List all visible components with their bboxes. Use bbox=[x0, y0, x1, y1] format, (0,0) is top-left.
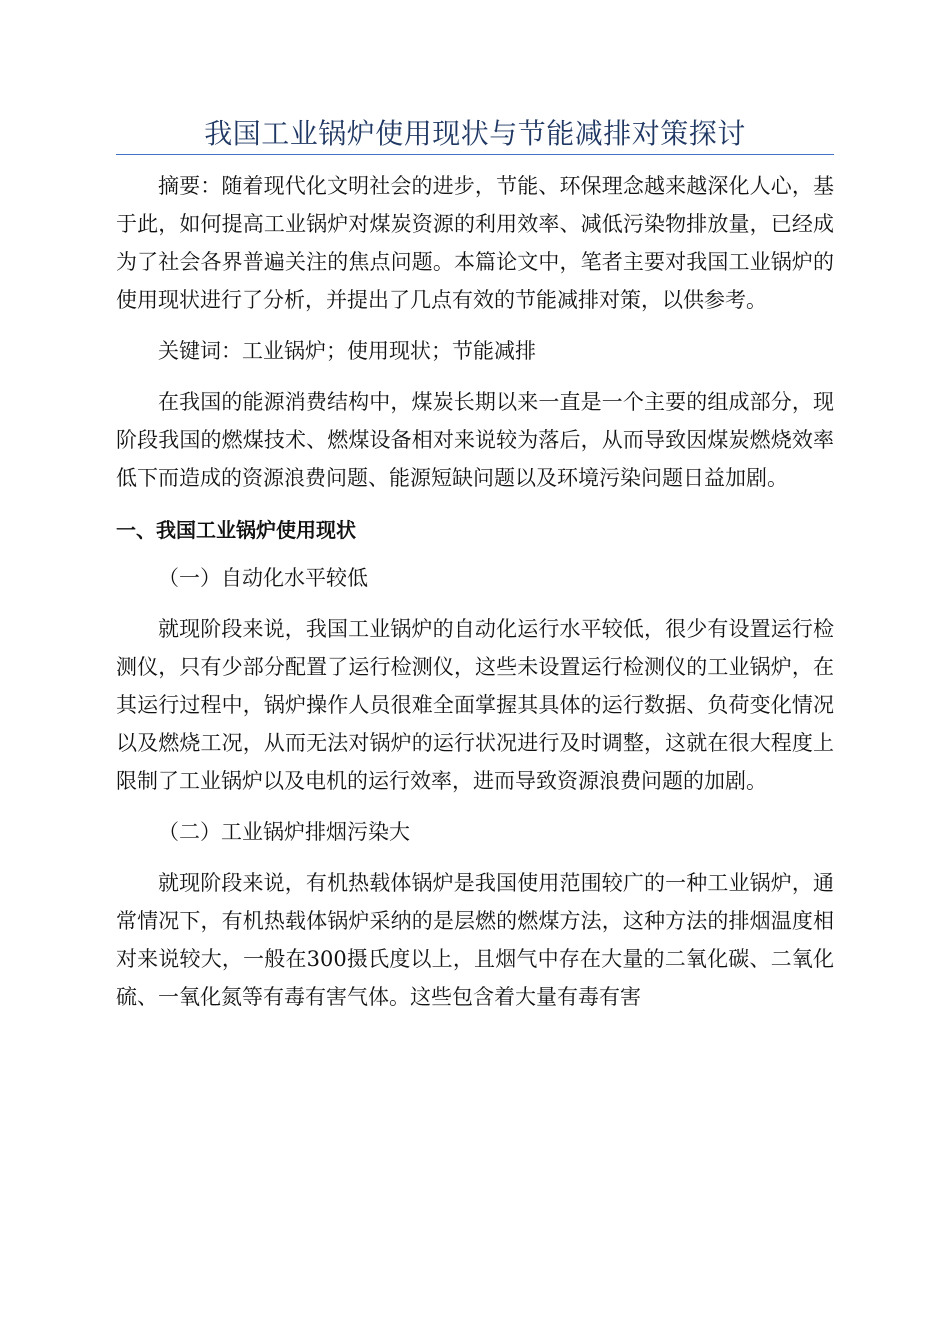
subsection-1-paragraph: 就现阶段来说，我国工业锅炉的自动化运行水平较低，很少有设置运行检测仪，只有少部分配置了运行检测仪，这些未设置运行检测仪的工业锅炉，在其运行过程中，锅炉操作人员很难全面掌握其具体的运行数据、负荷变化情况以及燃烧工况，从而无法对锅炉的运行状况进行及时调整，这就在很大程度上限制了工业锅炉以及电机的运行效率，进而导致资源浪费问题的加剧。 bbox=[116, 617, 834, 793]
document-title: 我国工业锅炉使用现状与节能减排对策探讨 bbox=[204, 117, 746, 150]
abstract-paragraph: 摘要：随着现代化文明社会的进步，节能、环保理念越来越深化人心，基于此，如何提高工业锅炉对煤炭资源的利用效率、减低污染物排放量，已经成为了社会各界普遍关注的焦点问题。本篇论文中，笔者主要对我国工业锅炉的使用现状进行了分析，并提出了几点有效的节能减排对策，以供参考。 bbox=[116, 174, 834, 312]
keywords-paragraph: 关键词：工业锅炉；使用现状；节能减排 bbox=[158, 339, 536, 363]
title-underline bbox=[116, 154, 834, 155]
section-1-heading: 一、我国工业锅炉使用现状 bbox=[116, 518, 356, 542]
intro-paragraph: 在我国的能源消费结构中，煤炭长期以来一直是一个主要的组成部分，现阶段我国的燃煤技术、燃煤设备相对来说较为落后，从而导致因煤炭燃烧效率低下而造成的资源浪费问题、能源短缺问题以及环境污染问题日益加剧。 bbox=[116, 390, 834, 490]
subsection-2-heading: （二）工业锅炉排烟污染大 bbox=[158, 820, 410, 844]
document-page bbox=[116, 0, 834, 1016]
subsection-1-heading: （一）自动化水平较低 bbox=[158, 566, 368, 590]
subsection-2-paragraph: 就现阶段来说，有机热载体锅炉是我国使用范围较广的一种工业锅炉，通常情况下，有机热载体锅炉采纳的是层燃的燃煤方法，这种方法的排烟温度相对来说较大，一般在300摄氏度以上，且烟气中存在大量的二氧化碳、二氧化硫、一氧化氮等有毒有害气体。这些包含着大量有毒有害 bbox=[116, 871, 834, 1009]
